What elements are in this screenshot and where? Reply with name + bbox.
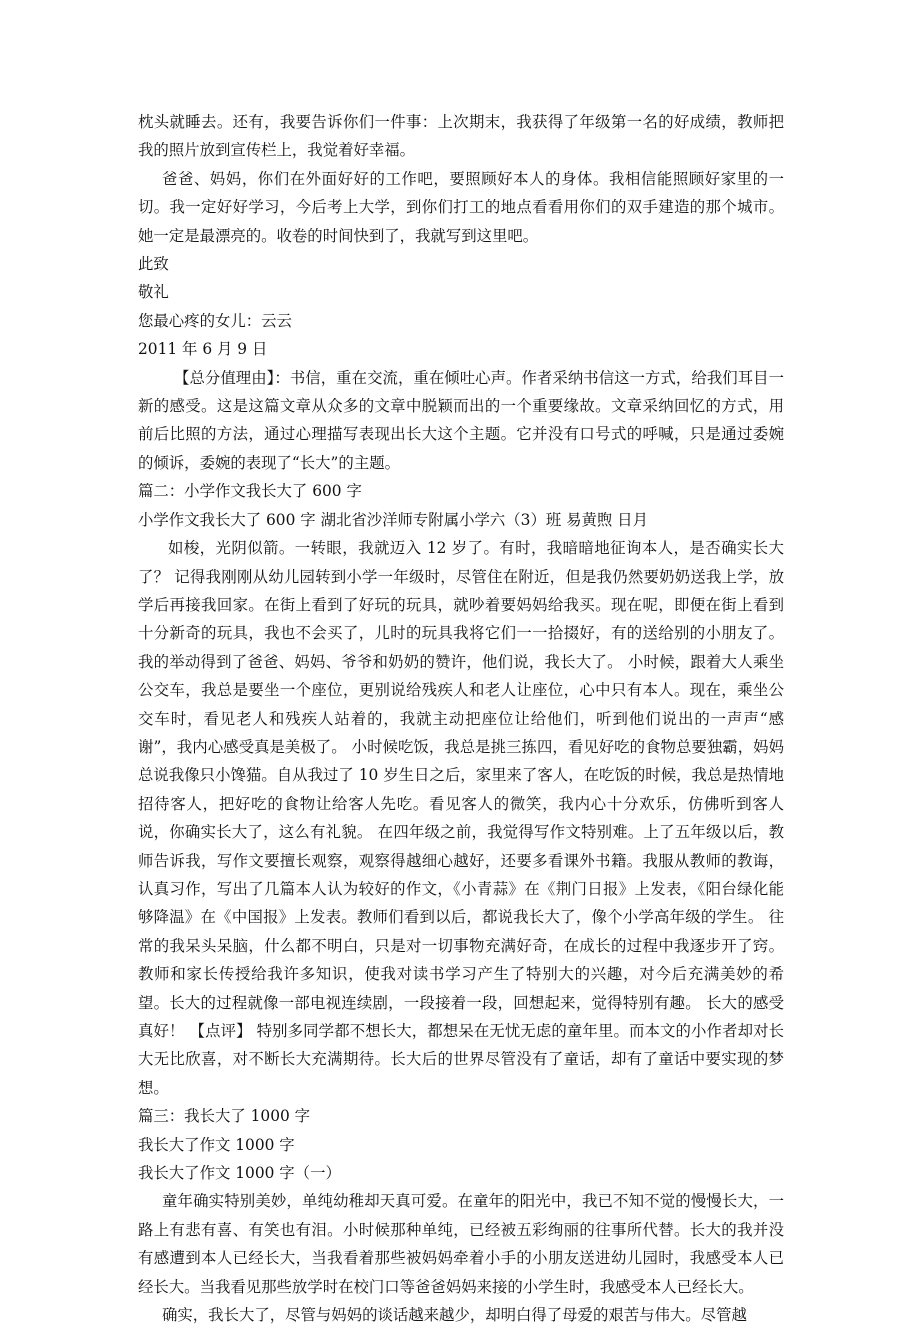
paragraph-essay-body: 如梭，光阴似箭。一转眼，我就迈入 12 岁了。有时，我暗暗地征询本人，是否确实长大了？ 记得我刚刚从幼儿园转到小学一年级时，尽管住在附近，但是我仍然要奶奶送我上学，放学后再接我回家。在街上看到了好玩的玩具，就吵着要妈妈给我买。现在呢，即便在街上看到十分新奇的玩具，我也不会买了，儿时的玩具我将它们一一拾掇好，有的送给别的小朋友了。我的举动得到了爸爸、妈妈、爷爷和奶奶的赞许，他们说，我长大了。 小时候，跟着大人乘坐公交车，我总是要坐一个座位，更别说给残疾人和老人让座位，心中只有本人。现在，乘坐公交车时，看见老人和残疾人站着的，我就主动把座位让给他们，听到他们说出的一声声“感谢”，我内心感受真是美极了。 小时候吃饭，我总是挑三拣四，看见好吃的食物总要独霸，妈妈总说我像只小馋猫。自从我过了 10 岁生日之后，家里来了客人，在吃饭的时候，我总是热情地招待客人，把好吃的食物让给客人先吃。看见客人的微笑，我内心十分欢乐，仿佛听到客人说，你确实长大了，这么有礼貌。 在四年级之前，我觉得写作文特别难。上了五年级以后，教师告诉我，写作文要擅长观察，观察得越细心越好，还要多看课外书籍。我服从教师的教诲，认真习作，写出了几篇本人认为较好的作文，《小青蒜》在《荆门日报》上发表，《阳台绿化能够降温》在《中国报》上发表。教师们看到以后，都说我长大了，像个小学高年级的学生。 往常的我呆头呆脑，什么都不明白，只是对一切事物充满好奇，在成长的过程中我逐步开了窍。教师和家长传授给我许多知识，使我对读书学习产生了特别大的兴趣，对今后充满美妙的希望。长大的过程就像一部电视连续剧，一段接着一段，回想起来，觉得特别有趣。 长大的感受真好！ 【点评】 特别多同学都不想长大，都想呆在无忧无虑的童年里。而本文的小作者却对长大无比欣喜，对不断长大充满期待。长大后的世界尽管没有了童话，却有了童话中要实现的梦想。 [138, 539, 784, 1097]
paragraph-score-reason: 【总分值理由】：书信，重在交流，重在倾吐心声。作者采纳书信这一方式，给我们耳目一新的感受。这是这篇文章从众多的文章中脱颖而出的一个重要缘故。文章采纳回忆的方式，用前后比照的方法，通过心理描写表现出长大这个主题。它并没有口号式的呼喊，只是通过委婉的倾诉，委婉的表现了“长大”的主题。 [138, 368, 784, 472]
document-page [138, 108, 784, 1329]
paragraph-letter-continuation: 枕头就睡去。还有，我要告诉你们一件事：上次期末，我获得了年级第一名的好成绩，教师把我的照片放到宣传栏上，我觉着好幸福。 [138, 113, 784, 160]
essay-title-line: 小学作文我长大了 600 字 湖北省沙洋师专附属小学六（3）班 易黄煦 日月 [138, 510, 648, 529]
paragraph-grown-up: 确实，我长大了，尽管与妈妈的谈话越来越少，却明白得了母爱的艰苦与伟大。尽管越 [162, 1306, 747, 1325]
essay-subtitle-part-1: 我长大了作文 1000 字（一） [138, 1164, 341, 1183]
salutation-cizhi: 此致 [138, 255, 169, 274]
section-heading-2: 篇二：小学作文我长大了 600 字 [138, 482, 362, 501]
salutation-jingli: 敬礼 [138, 283, 169, 302]
letter-signature: 您最心疼的女儿：云云 [138, 311, 292, 330]
paragraph-letter-closing: 爸爸、妈妈，你们在外面好好的工作吧，要照顾好本人的身体。我相信能照顾好家里的一切。我一定好好学习，今后考上大学，到你们打工的地点看看用你们的双手建造的那个城市。她一定是最漂亮的。收卷的时间快到了，我就写到这里吧。 [138, 169, 784, 245]
section-heading-3: 篇三：我长大了 1000 字 [138, 1107, 311, 1126]
essay-subtitle: 我长大了作文 1000 字 [138, 1135, 295, 1154]
paragraph-childhood: 童年确实特别美妙，单纯幼稚却天真可爱。在童年的阳光中，我已不知不觉的慢慢长大，一路上有悲有喜、有笑也有泪。小时候那种单纯，已经被五彩绚丽的往事所代替。长大的我并没有感遭到本人已经长大，当我看着那些被妈妈牵着小手的小朋友送进幼儿园时，我感受本人已经长大。当我看见那些放学时在校门口等爸爸妈妈来接的小学生时，我感受本人已经长大。 [138, 1192, 784, 1296]
letter-date: 2011 年 6 月 9 日 [138, 340, 268, 359]
